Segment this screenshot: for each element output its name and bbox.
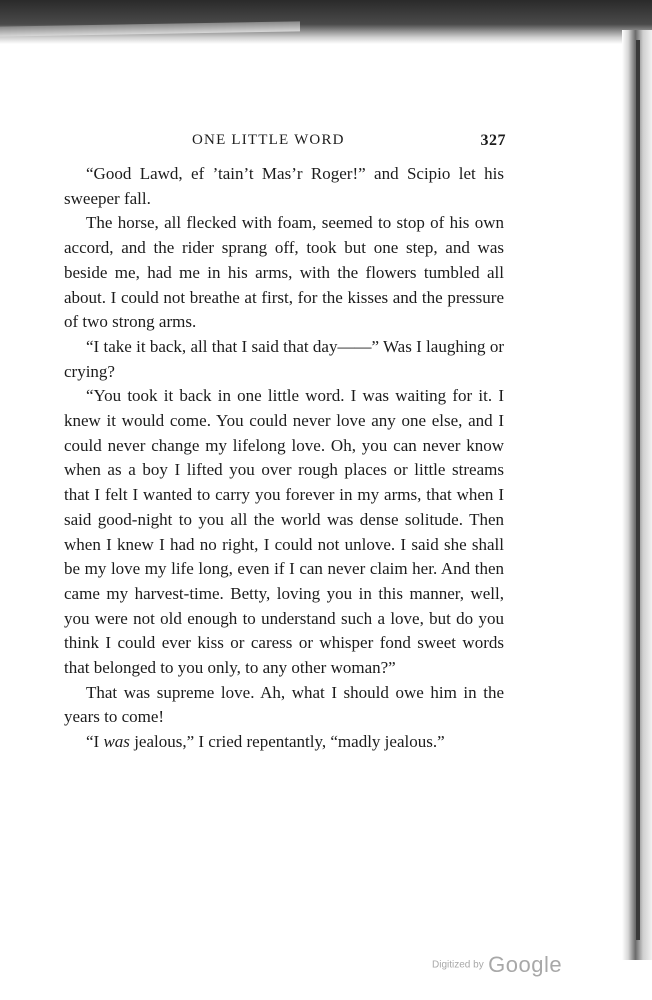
- paragraph: The horse, all flecked with foam, seemed to stop of his own accord, and the rider sprang off, took but one step, and was beside me, had me in his arms, with the flowers tumbled all about. I could not breathe at first, for the kisses and the pressure of two strong arms.: [64, 213, 504, 332]
- text-run: jealous,” I cried repentantly, “madly jealous.”: [129, 732, 445, 752]
- text-run: “I: [86, 732, 104, 752]
- book-spine-line: [636, 40, 640, 940]
- paragraph: “I take it back, all that I said that day——” Was I laughing or crying?: [64, 336, 504, 381]
- paragraph: That was supreme love. Ah, what I should owe him in the years to come!: [64, 682, 504, 727]
- paragraph: “You took it back in one little word. I was waiting for it. I knew it would come. You could never love any one else, and I could never change my lifelong love. Oh, you can never know when as a boy I lifted you over rough places or little streams that I felt I wanted to carry you forever in my arms, that when I said good-night to you all the world was dense solitude. Then when I knew I had no right, I could not unlove. I said she shall be my love my life long, even if I can never claim her. And then came my harvest-time. Betty, loving you in this manner, well, you were not old enough to understand such a love, but do you think I could ever kiss or caress or whisper fond sweet words that belonged to you only, to any other woman?”: [64, 386, 504, 678]
- running-header: [64, 126, 504, 156]
- paragraph: “Good Lawd, ef ’tain’t Mas’r Roger!” and Scipio let his sweeper fall.: [64, 164, 504, 208]
- scan-top-shadow: [0, 0, 652, 44]
- watermark-brand: Google: [488, 952, 563, 977]
- page-number: 327: [480, 132, 506, 149]
- running-title: ONE LITTLE WORD: [192, 132, 345, 148]
- watermark-prefix: Digitized by: [432, 959, 484, 971]
- book-page: [64, 126, 504, 755]
- paragraph: [64, 730, 504, 755]
- digitized-watermark: [432, 952, 562, 978]
- body-text: [64, 162, 504, 755]
- emphasis-text: was: [103, 732, 130, 752]
